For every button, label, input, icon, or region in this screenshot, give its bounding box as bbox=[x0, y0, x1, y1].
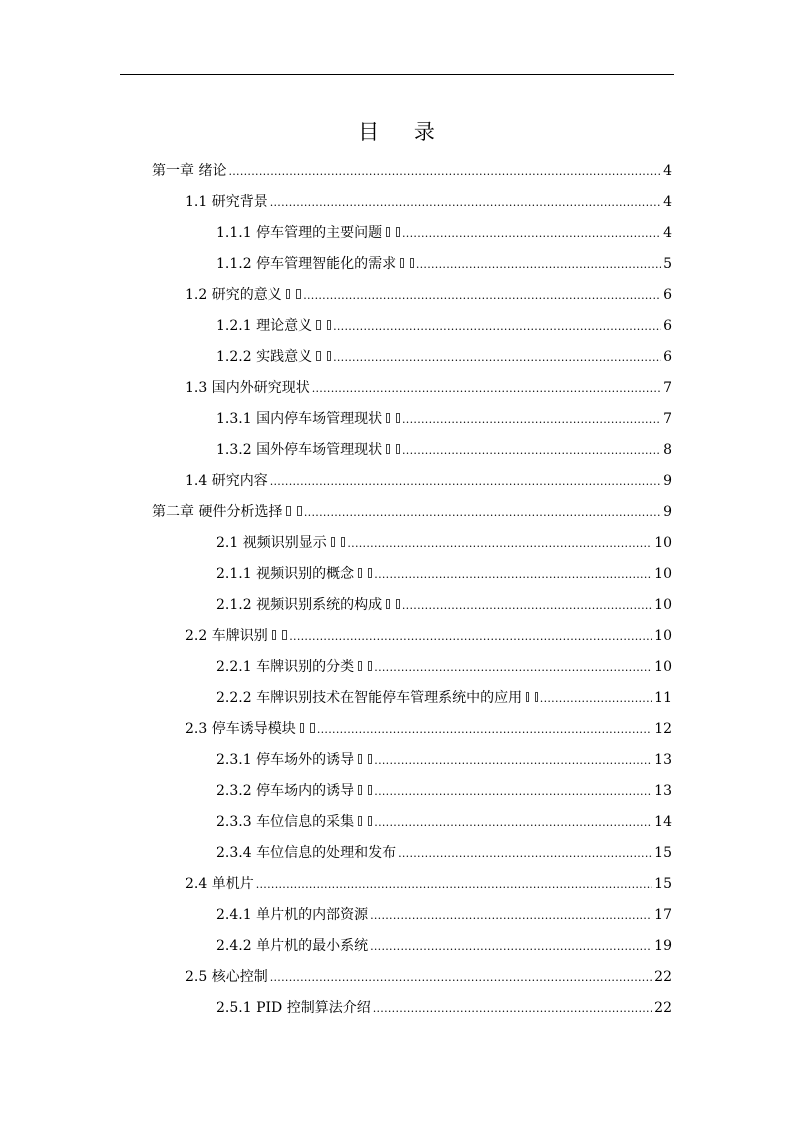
toc-entry-label: 1.2 研究的意义 bbox=[185, 287, 282, 303]
toc-page-number: 10 bbox=[654, 566, 672, 582]
toc-page-number: 10 bbox=[654, 535, 673, 551]
toc-entry[interactable] bbox=[216, 652, 672, 683]
missing-glyph-icon bbox=[400, 258, 404, 268]
toc-leader bbox=[304, 497, 661, 528]
toc-leader bbox=[374, 559, 652, 590]
missing-glyph-icon bbox=[327, 320, 332, 330]
toc-leader bbox=[374, 807, 652, 838]
toc-leader bbox=[370, 931, 652, 962]
toc-entry[interactable] bbox=[185, 187, 672, 218]
toc-page-number: 9 bbox=[663, 473, 672, 489]
toc-leader bbox=[317, 714, 652, 745]
toc-entry-label: 2.4 单机片 bbox=[185, 876, 254, 892]
toc-page-number: 8 bbox=[663, 442, 672, 458]
missing-glyph-icon bbox=[286, 506, 291, 516]
toc-page-number: 15 bbox=[654, 845, 672, 861]
toc-entry[interactable] bbox=[216, 435, 672, 466]
missing-glyph-icon bbox=[368, 568, 372, 578]
missing-glyph-icon bbox=[286, 289, 291, 299]
toc-entry[interactable] bbox=[216, 218, 672, 249]
toc-page-number: 22 bbox=[654, 1000, 672, 1016]
toc-leader bbox=[347, 528, 652, 559]
toc-page-number: 14 bbox=[654, 814, 672, 830]
toc-leader bbox=[402, 590, 652, 621]
toc-leader bbox=[303, 280, 661, 311]
toc-entry-label: 2.3.4 车位信息的处理和发布 bbox=[216, 845, 397, 861]
toc-entry[interactable] bbox=[216, 931, 672, 962]
missing-glyph-icon bbox=[358, 754, 362, 764]
toc-page-number: 7 bbox=[663, 380, 672, 396]
page-title: 目 录 bbox=[358, 120, 449, 144]
toc-entry[interactable] bbox=[216, 590, 672, 621]
toc-entry-label: 1.3.2 国外停车场管理现状 bbox=[216, 442, 383, 458]
toc-entry[interactable] bbox=[185, 280, 672, 311]
toc-leader bbox=[270, 187, 661, 218]
missing-glyph-icon bbox=[396, 444, 400, 454]
toc-page-number: 15 bbox=[654, 876, 672, 892]
toc-entry[interactable] bbox=[216, 838, 672, 869]
toc-entry[interactable] bbox=[185, 714, 672, 745]
toc-entry-label: 1.2.1 理论意义 bbox=[216, 318, 313, 334]
missing-glyph-icon bbox=[310, 723, 315, 733]
toc-page-number: 11 bbox=[654, 690, 672, 706]
missing-glyph-icon bbox=[410, 258, 414, 268]
toc-leader bbox=[540, 683, 652, 714]
missing-glyph-icon bbox=[358, 785, 362, 795]
toc-entry[interactable] bbox=[185, 869, 672, 900]
toc-page-number: 4 bbox=[663, 163, 672, 179]
missing-glyph-icon bbox=[358, 568, 362, 578]
missing-glyph-icon bbox=[368, 816, 372, 826]
toc-leader bbox=[256, 869, 652, 900]
missing-glyph-icon bbox=[341, 537, 345, 547]
toc-entry-label: 2.3.3 车位信息的采集 bbox=[216, 814, 355, 830]
toc-entry[interactable] bbox=[216, 342, 672, 373]
toc-page-number: 12 bbox=[654, 721, 673, 737]
missing-glyph-icon bbox=[300, 723, 305, 733]
missing-glyph-icon bbox=[331, 537, 335, 547]
toc-entry-label: 2.2 车牌识别 bbox=[185, 628, 268, 644]
toc-entry[interactable] bbox=[216, 776, 672, 807]
toc-entry[interactable] bbox=[216, 900, 672, 931]
toc-entry[interactable] bbox=[185, 962, 672, 993]
toc-leader bbox=[373, 993, 652, 1024]
toc-entry-label: 1.1.1 停车管理的主要问题 bbox=[216, 225, 383, 241]
toc-entry-label: 2.2.2 车牌识别技术在智能停车管理系统中的应用 bbox=[216, 690, 523, 706]
toc-page-number: 4 bbox=[663, 194, 672, 210]
missing-glyph-icon bbox=[327, 351, 332, 361]
toc-page-number: 6 bbox=[663, 318, 672, 334]
toc-entry-label: 2.1.1 视频识别的概念 bbox=[216, 566, 355, 582]
toc-page-number: 6 bbox=[663, 349, 672, 365]
toc-entry-label: 1.3.1 国内停车场管理现状 bbox=[216, 411, 383, 427]
toc-entry[interactable] bbox=[216, 683, 672, 714]
toc-page-number: 10 bbox=[654, 597, 672, 613]
missing-glyph-icon bbox=[368, 785, 372, 795]
missing-glyph-icon bbox=[386, 599, 390, 609]
missing-glyph-icon bbox=[316, 320, 321, 330]
toc-page-number: 17 bbox=[654, 907, 672, 923]
toc-leader bbox=[402, 218, 661, 249]
toc-entry-label: 1.4 研究内容 bbox=[185, 473, 268, 489]
toc-entry[interactable] bbox=[185, 621, 672, 652]
toc-leader bbox=[270, 466, 661, 497]
toc-entry[interactable] bbox=[216, 807, 672, 838]
toc-page-number: 13 bbox=[654, 783, 672, 799]
missing-glyph-icon bbox=[358, 816, 362, 826]
missing-glyph-icon bbox=[368, 754, 372, 764]
toc-entry[interactable] bbox=[185, 466, 672, 497]
table-of-contents bbox=[0, 156, 793, 1026]
toc-entry[interactable] bbox=[152, 497, 672, 528]
missing-glyph-icon bbox=[386, 444, 390, 454]
toc-leader bbox=[374, 652, 652, 683]
toc-page-number: 22 bbox=[654, 969, 672, 985]
missing-glyph-icon bbox=[316, 351, 321, 361]
toc-entry[interactable] bbox=[216, 311, 672, 342]
missing-glyph-icon bbox=[296, 289, 301, 299]
toc-leader bbox=[370, 900, 652, 931]
missing-glyph-icon bbox=[396, 413, 400, 423]
toc-page-number: 4 bbox=[663, 225, 672, 241]
toc-entry-label: 2.4.2 单片机的最小系统 bbox=[216, 938, 369, 954]
missing-glyph-icon bbox=[368, 661, 372, 671]
toc-leader bbox=[402, 404, 661, 435]
toc-entry-label: 1.3 国内外研究现状 bbox=[185, 380, 310, 396]
header-rule bbox=[120, 74, 674, 75]
toc-entry-label: 2.1.2 视频识别系统的构成 bbox=[216, 597, 383, 613]
missing-glyph-icon bbox=[396, 599, 400, 609]
toc-leader bbox=[374, 745, 652, 776]
toc-entry-label: 2.3 停车诱导模块 bbox=[185, 721, 296, 737]
toc-page-number: 13 bbox=[654, 752, 672, 768]
toc-entry-label: 2.3.2 停车场内的诱导 bbox=[216, 783, 355, 799]
toc-entry-label: 第一章 绪论 bbox=[152, 163, 227, 179]
missing-glyph-icon bbox=[358, 661, 362, 671]
toc-entry-label: 第二章 硬件分析选择 bbox=[152, 504, 283, 520]
missing-glyph-icon bbox=[535, 692, 538, 702]
missing-glyph-icon bbox=[386, 413, 390, 423]
missing-glyph-icon bbox=[297, 506, 302, 516]
toc-entry-label: 1.1.2 停车管理智能化的需求 bbox=[216, 256, 397, 272]
toc-page-number: 10 bbox=[654, 659, 672, 675]
toc-entry[interactable] bbox=[216, 993, 672, 1024]
toc-entry[interactable] bbox=[152, 156, 672, 187]
toc-page-number: 19 bbox=[654, 938, 672, 954]
toc-entry-label: 1.1 研究背景 bbox=[185, 194, 268, 210]
missing-glyph-icon bbox=[396, 227, 400, 237]
toc-entry[interactable] bbox=[216, 745, 672, 776]
missing-glyph-icon bbox=[272, 630, 277, 640]
toc-page-number: 6 bbox=[663, 287, 673, 303]
toc-leader bbox=[333, 342, 661, 373]
toc-leader bbox=[312, 373, 661, 404]
toc-entry[interactable] bbox=[216, 528, 672, 559]
missing-glyph-icon bbox=[386, 227, 390, 237]
toc-leader bbox=[270, 962, 652, 993]
toc-entry-label: 2.1 视频识别显示 bbox=[216, 535, 327, 551]
toc-leader bbox=[289, 621, 652, 652]
toc-page-number: 5 bbox=[663, 256, 673, 272]
toc-entry[interactable] bbox=[185, 373, 672, 404]
toc-entry-label: 2.3.1 停车场外的诱导 bbox=[216, 752, 355, 768]
toc-page-number: 7 bbox=[663, 411, 672, 427]
toc-entry-label: 2.5 核心控制 bbox=[185, 969, 268, 985]
toc-leader bbox=[402, 435, 661, 466]
toc-leader bbox=[333, 311, 661, 342]
toc-entry[interactable] bbox=[216, 404, 672, 435]
toc-entry-label: 2.5.1 PID 控制算法介绍 bbox=[216, 1000, 371, 1016]
toc-leader bbox=[416, 249, 661, 280]
toc-page-number: 9 bbox=[663, 504, 672, 520]
toc-entry-label: 2.2.1 车牌识别的分类 bbox=[216, 659, 355, 675]
toc-entry-label: 1.2.2 实践意义 bbox=[216, 349, 313, 365]
toc-entry[interactable] bbox=[216, 249, 672, 280]
toc-leader bbox=[228, 156, 661, 187]
missing-glyph-icon bbox=[526, 692, 529, 702]
toc-entry[interactable] bbox=[216, 559, 672, 590]
toc-entry-label: 2.4.1 单片机的内部资源 bbox=[216, 907, 369, 923]
toc-leader bbox=[398, 838, 652, 869]
toc-page-number: 10 bbox=[654, 628, 672, 644]
missing-glyph-icon bbox=[282, 630, 287, 640]
toc-leader bbox=[374, 776, 652, 807]
